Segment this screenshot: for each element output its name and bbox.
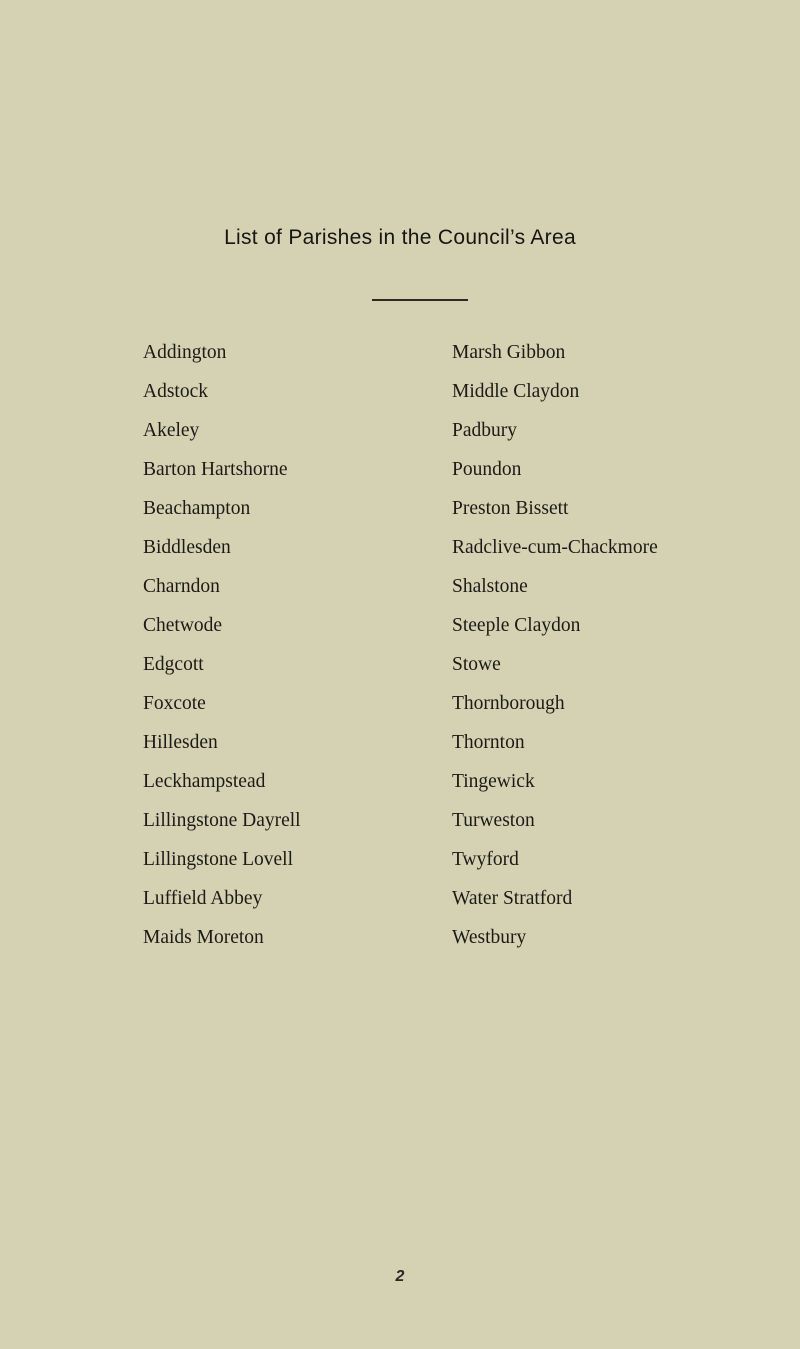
list-item: Edgcott [143, 654, 204, 675]
list-item: Foxcote [143, 693, 206, 714]
list-item: Charndon [143, 576, 220, 597]
list-item: Leckhampstead [143, 771, 266, 792]
parish-list-right [452, 340, 658, 964]
list-item: Maids Moreton [143, 927, 264, 948]
list-item: Lillingstone Dayrell [143, 810, 301, 831]
list-item: Akeley [143, 420, 200, 441]
list-item: Marsh Gibbon [452, 342, 566, 363]
list-item: Lillingstone Lovell [143, 849, 294, 870]
list-item: Adstock [143, 381, 208, 402]
parish-list-left [143, 340, 301, 964]
list-item: Poundon [452, 459, 522, 480]
list-item: Luffield Abbey [143, 888, 263, 909]
list-item: Beachampton [143, 498, 251, 519]
list-item: Steeple Claydon [452, 615, 581, 636]
list-item: Padbury [452, 420, 517, 441]
list-item: Chetwode [143, 615, 223, 636]
list-item: Addington [143, 342, 227, 363]
page-number: 2 [395, 1268, 405, 1285]
list-item: Water Stratford [452, 888, 573, 909]
list-item: Tingewick [452, 771, 535, 792]
list-item: Thornton [452, 732, 525, 753]
list-item: Middle Claydon [452, 381, 580, 402]
list-item: Stowe [452, 654, 501, 675]
list-item: Thornborough [452, 693, 565, 714]
list-item: Biddlesden [143, 537, 231, 558]
list-item: Turweston [452, 810, 535, 831]
title-divider [372, 299, 468, 301]
list-item: Westbury [452, 927, 527, 948]
list-item: Radclive-cum-Chackmore [452, 537, 658, 558]
list-item: Preston Bissett [452, 498, 569, 519]
list-item: Hillesden [143, 732, 218, 753]
page-title: List of Parishes in the Council’s Area [224, 226, 576, 249]
list-item: Twyford [452, 849, 519, 870]
list-item: Shalstone [452, 576, 528, 597]
list-item: Barton Hartshorne [143, 459, 288, 480]
